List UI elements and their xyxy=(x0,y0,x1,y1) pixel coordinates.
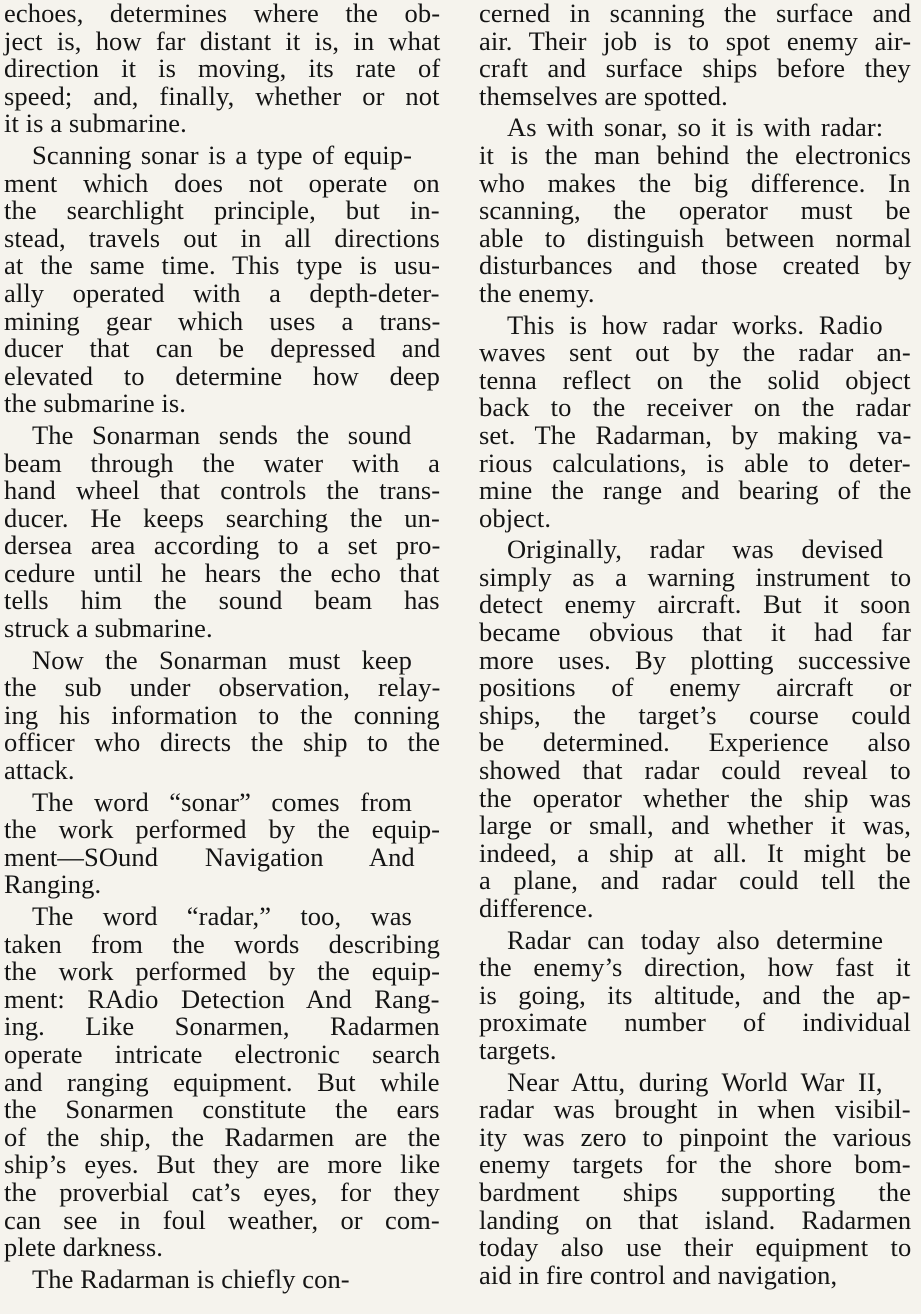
paragraph xyxy=(479,114,911,307)
text-line: hand wheel that controls the trans- xyxy=(4,475,441,506)
text-line: ing. Like Sonarmen, Radarmen xyxy=(4,1011,440,1042)
text-line: struck a submarine. xyxy=(4,613,213,644)
text-line: mine the range and bearing of the xyxy=(479,475,912,506)
text-line: ment which does not operate on xyxy=(4,167,440,198)
text-line: positions of enemy aircraft or xyxy=(479,672,912,703)
text-line: disturbances and those created by xyxy=(479,250,912,281)
text-line: officer who directs the ship to the xyxy=(4,727,441,758)
text-line: operate intricate electronic search xyxy=(4,1038,441,1069)
text-line: the work performed by the equip- xyxy=(4,814,441,845)
text-line: the enemy’s direction, how fast it xyxy=(479,952,911,983)
text-line: bardment ships supporting the xyxy=(479,1176,912,1207)
text-line: object. xyxy=(479,502,552,533)
text-line: ment: RAdio Detection And Rang- xyxy=(4,983,440,1014)
text-line: ally operated with a depth-deter- xyxy=(4,277,440,308)
text-line: able to distinguish between normal xyxy=(479,222,912,253)
text-line: beam through the water with a xyxy=(4,447,440,478)
text-line: Near Attu, during World War II, xyxy=(507,1066,883,1097)
text-line: radar was brought in when visibil- xyxy=(479,1094,911,1125)
text-line: tenna reflect on the solid object xyxy=(479,364,911,395)
paragraph xyxy=(479,924,911,1065)
text-line: waves sent out by the radar an- xyxy=(479,337,911,368)
text-line: The word “radar,” too, was xyxy=(32,901,412,931)
text-line: Originally, radar was devised xyxy=(507,534,884,565)
text-line: tells him the sound beam has xyxy=(4,585,440,616)
text-line: enemy targets for the shore bom- xyxy=(479,1149,911,1180)
paragraph xyxy=(479,1066,912,1290)
paragraph xyxy=(479,0,911,110)
text-line: landing on that island. Radarmen xyxy=(479,1204,912,1235)
text-line: The Radarman is chiefly con- xyxy=(32,1263,350,1294)
paragraph xyxy=(4,903,440,1262)
text-line: showed that radar could reveal to xyxy=(479,755,911,786)
text-line: This is how radar works. Radio xyxy=(507,309,883,340)
text-line: craft and surface ships before they xyxy=(479,53,911,84)
text-line: the sub under observation, relay- xyxy=(4,672,441,703)
text-line: the proverbial cat’s eyes, for they xyxy=(4,1176,440,1207)
text-line: at the same time. This type is usu- xyxy=(4,250,441,281)
text-line: set. The Radarman, by making va- xyxy=(479,419,912,450)
text-line: the searchlight principle, but in- xyxy=(4,195,440,226)
text-line: Now the Sonarman must keep xyxy=(32,644,413,675)
text-line: is going, its altitude, and the ap- xyxy=(479,979,911,1010)
text-line: the work performed by the equip- xyxy=(4,956,441,987)
text-line: more uses. By plotting successive xyxy=(479,644,911,675)
text-line: today also use their equipment to xyxy=(479,1232,912,1263)
text-line: The word “sonar” comes from xyxy=(32,786,412,817)
text-line: can see in foul weather, or com- xyxy=(4,1204,440,1235)
paragraph xyxy=(479,536,911,922)
text-line: scanning, the operator must be xyxy=(479,195,911,226)
text-line: a plane, and radar could tell the xyxy=(479,865,911,896)
text-line: attack. xyxy=(4,755,75,786)
text-line: themselves are spotted. xyxy=(479,80,728,111)
text-line: As with sonar, so it is with radar: xyxy=(507,112,884,143)
paragraph xyxy=(4,644,441,786)
paragraph xyxy=(479,309,912,533)
text-line: The Sonarman sends the sound xyxy=(32,419,412,450)
text-line: the enemy. xyxy=(479,277,595,308)
text-line: who makes the big difference. In xyxy=(479,167,911,198)
text-line: mining gear which uses a trans- xyxy=(4,305,441,336)
text-line: dersea area according to a set pro- xyxy=(4,530,441,561)
paragraph xyxy=(4,1263,440,1294)
right-text-column xyxy=(479,0,911,1293)
text-line: Ranging. xyxy=(4,869,102,900)
paragraph xyxy=(4,0,440,138)
text-line: ject is, how far distant it is, in what xyxy=(4,25,441,56)
text-line: became obvious that it had far xyxy=(479,617,912,648)
left-text-column xyxy=(4,0,440,1297)
text-line: difference. xyxy=(479,893,594,923)
text-line: targets. xyxy=(479,1034,557,1065)
text-line: ducer that can be depressed and xyxy=(4,333,441,364)
text-line: back to the receiver on the radar xyxy=(479,392,911,423)
text-line: Radar can today also determine xyxy=(507,924,884,955)
text-line: large or small, and whether it was, xyxy=(479,810,912,841)
text-line: cerned in scanning the surface and xyxy=(479,0,912,28)
text-line: ity was zero to pinpoint the various xyxy=(479,1121,912,1152)
text-line: the operator whether the ship was xyxy=(479,782,912,813)
text-line: ship’s eyes. But they are more like xyxy=(4,1149,441,1180)
text-line: ducer. He keeps searching the un- xyxy=(4,502,440,533)
text-line: direction it is moving, its rate of xyxy=(4,53,441,84)
text-line: detect enemy aircraft. But it soon xyxy=(479,589,911,620)
text-line: indeed, a ship at all. It might be xyxy=(479,837,912,868)
text-line: be determined. Experience also xyxy=(479,727,911,758)
text-line: elevated to determine how deep xyxy=(4,360,440,391)
text-line: of the ship, the Radarmen are the xyxy=(4,1121,441,1152)
text-line: aid in fire control and navigation, xyxy=(479,1259,838,1290)
text-line: air. Their job is to spot enemy air- xyxy=(479,25,912,56)
paragraph xyxy=(4,419,441,644)
text-line: taken from the words describing xyxy=(4,928,441,959)
paragraph xyxy=(4,786,441,900)
text-line: it is the man behind the electronics xyxy=(479,139,912,170)
text-line: the submarine is. xyxy=(4,388,187,419)
text-line: ships, the target’s course could xyxy=(479,699,911,730)
text-line: and ranging equipment. But while xyxy=(4,1066,440,1097)
paragraph xyxy=(4,139,441,419)
text-line: rious calculations, is able to deter- xyxy=(479,447,911,478)
text-line: ment—SOund Navigation And xyxy=(4,841,415,872)
text-line: it is a submarine. xyxy=(4,108,187,139)
text-line: speed; and, finally, whether or not xyxy=(4,80,440,111)
text-line: ing his information to the conning xyxy=(4,699,440,730)
text-line: echoes, determines where the ob- xyxy=(4,0,441,28)
text-line: stead, travels out in all directions xyxy=(4,222,440,253)
text-line: cedure until he hears the echo that xyxy=(4,557,440,588)
text-line: plete darkness. xyxy=(4,1232,163,1263)
text-line: simply as a warning instrument to xyxy=(479,561,912,592)
text-line: Scanning sonar is a type of equip- xyxy=(32,139,413,170)
text-line: proximate number of individual xyxy=(479,1007,911,1038)
text-line: the Sonarmen constitute the ears xyxy=(4,1094,440,1125)
